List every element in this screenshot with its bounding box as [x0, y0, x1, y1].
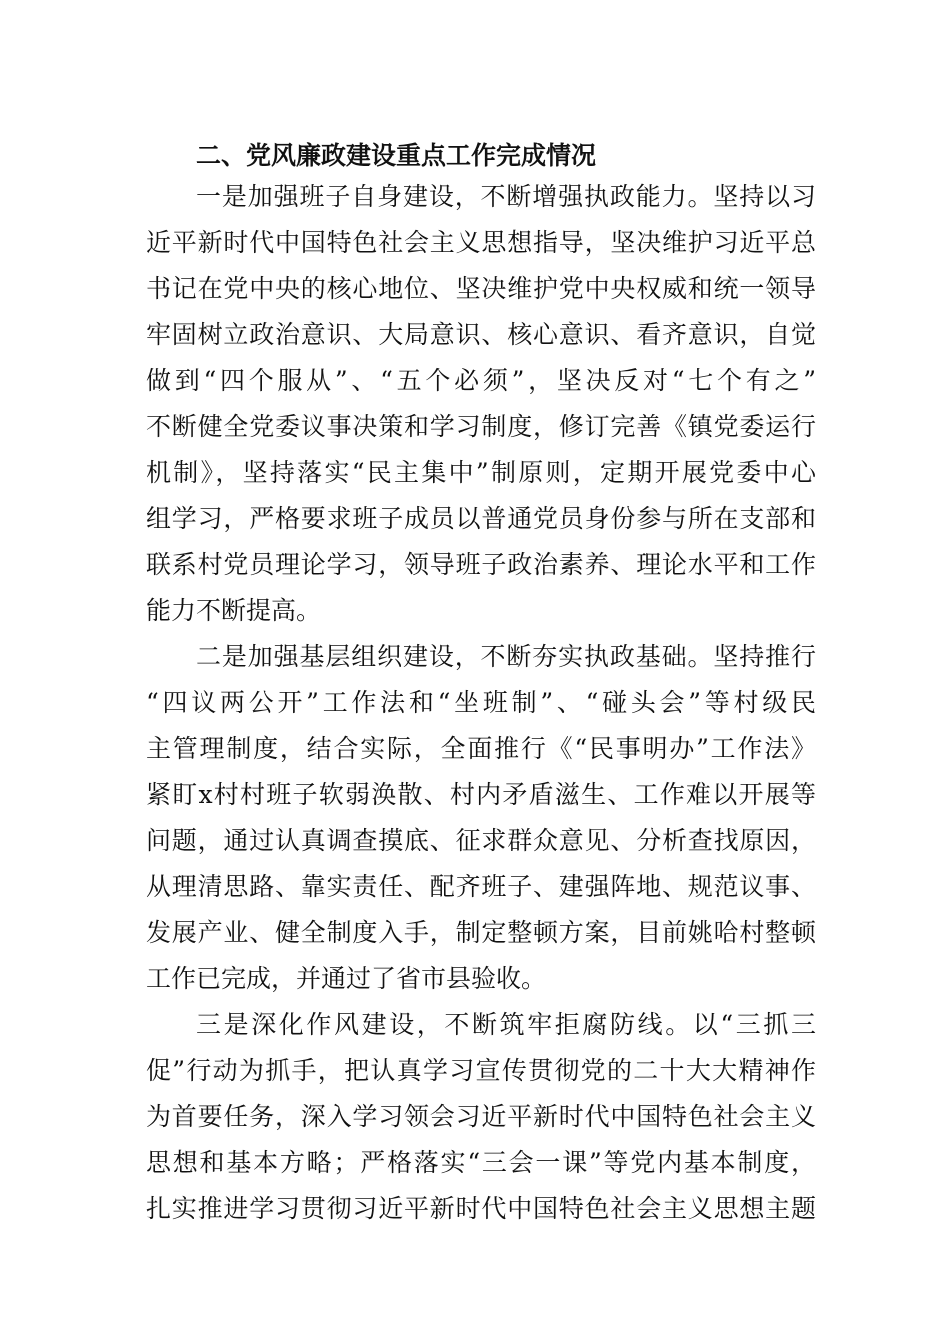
paragraph-3-line-2: 促”行动为抓手，把认真学习宣传贯彻党的二十大大精神作	[146, 1056, 816, 1085]
paragraph-2-line-3: 主管理制度，结合实际，全面推行《“民事明办”工作法》	[146, 734, 816, 763]
paragraph-2-line-6: 从理清思路、靠实责任、配齐班子、建强阵地、规范议事、	[146, 872, 816, 901]
paragraph-1-line-10: 能力不断提高。	[146, 596, 322, 625]
paragraph-1-line-9: 联系村党员理论学习，领导班子政治素养、理论水平和工作	[146, 550, 816, 579]
paragraph-3-line-1: 三是深化作风建设，不断筑牢拒腐防线。以“三抓三	[196, 1010, 816, 1039]
paragraph-1-line-8: 组学习，严格要求班子成员以普通党员身份参与所在支部和	[146, 504, 816, 533]
paragraph-2-line-4: 紧盯x村村班子软弱涣散、村内矛盾滋生、工作难以开展等	[146, 780, 816, 809]
paragraph-3-line-4: 思想和基本方略；严格落实“三会一课”等党内基本制度，	[146, 1148, 816, 1177]
paragraph-2-line-5: 问题，通过认真调查摸底、征求群众意见、分析查找原因，	[146, 826, 816, 855]
paragraph-2-line-7: 发展产业、健全制度入手，制定整顿方案，目前姚哈村整顿	[146, 918, 816, 947]
paragraph-2-line-1: 二是加强基层组织建设，不断夯实执政基础。坚持推行	[196, 642, 816, 671]
paragraph-1-line-5: 做到“四个服从”、“五个必须”，坚决反对“七个有之”	[146, 366, 816, 395]
paragraph-1-line-6: 不断健全党委议事决策和学习制度，修订完善《镇党委运行	[146, 412, 816, 441]
paragraph-2-line-2: “四议两公开”工作法和“坐班制”、“碰头会”等村级民	[146, 688, 816, 717]
paragraph-3-line-3: 为首要任务，深入学习领会习近平新时代中国特色社会主义	[146, 1102, 816, 1131]
paragraph-1-line-2: 近平新时代中国特色社会主义思想指导，坚决维护习近平总	[146, 228, 816, 257]
section-heading: 二、党风廉政建设重点工作完成情况	[196, 141, 597, 170]
paragraph-1-line-1: 一是加强班子自身建设，不断增强执政能力。坚持以习	[196, 182, 816, 211]
paragraph-3-line-5: 扎实推进学习贯彻习近平新时代中国特色社会主义思想主题	[146, 1194, 816, 1223]
paragraph-2-line-8: 工作已完成，并通过了省市县验收。	[146, 964, 547, 993]
paragraph-1-line-3: 书记在党中央的核心地位、坚决维护党中央权威和统一领导	[146, 274, 816, 303]
paragraph-1-line-7: 机制》，坚持落实“民主集中”制原则，定期开展党委中心	[146, 458, 816, 487]
paragraph-1-line-4: 牢固树立政治意识、大局意识、核心意识、看齐意识，自觉	[146, 320, 816, 349]
